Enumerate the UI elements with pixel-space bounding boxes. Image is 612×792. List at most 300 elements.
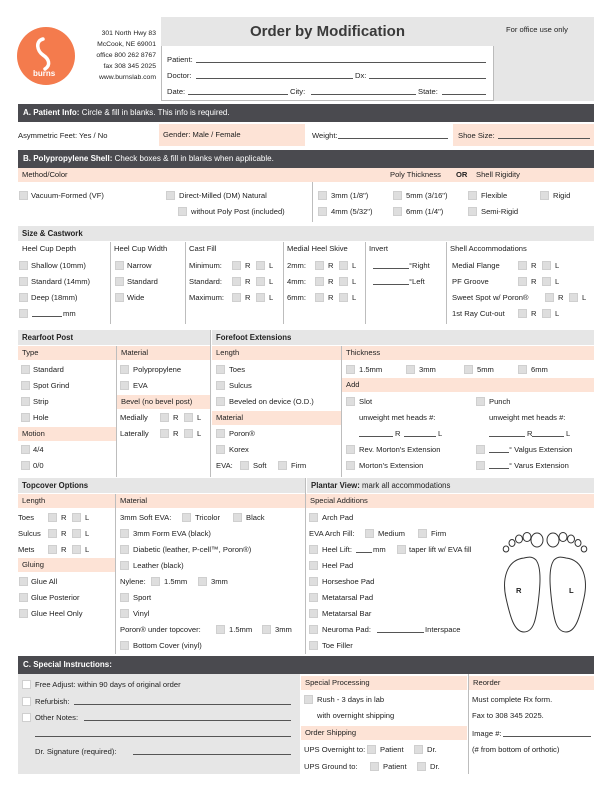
motion-00-checkbox[interactable] xyxy=(21,461,30,470)
cast-std-l-label: L xyxy=(269,277,274,286)
pf-groove-r-label: R xyxy=(531,277,537,286)
bevel-laterally-l-checkbox[interactable] xyxy=(184,429,193,438)
rigid-checkbox[interactable] xyxy=(540,191,549,200)
skive-4-r-checkbox[interactable] xyxy=(315,277,324,286)
tc-length-bar: Length xyxy=(18,494,115,508)
deep-checkbox[interactable] xyxy=(19,293,28,302)
punch-r: R xyxy=(527,429,533,438)
laterally: Laterally xyxy=(120,429,149,438)
nylene: Nylene: xyxy=(120,577,146,586)
hole: Hole xyxy=(33,413,49,422)
bevel-medially-l-label: L xyxy=(197,413,202,422)
punch: Punch xyxy=(489,397,511,406)
skive-2-l-label: L xyxy=(352,261,357,270)
company-address: 301 North Hwy 83 xyxy=(101,30,156,37)
slot-checkbox[interactable] xyxy=(346,397,355,406)
nylene-3-checkbox[interactable] xyxy=(198,577,207,586)
patient-field[interactable] xyxy=(196,62,486,63)
weight-label: Weight: xyxy=(312,131,338,140)
deep-label: Deep (18mm) xyxy=(31,293,78,302)
poron-3: 3mm xyxy=(275,625,292,634)
bevel-medially-l-checkbox[interactable] xyxy=(184,413,193,422)
poron-under: Poron® under topcover: xyxy=(120,625,201,634)
punch-l: L xyxy=(566,429,571,438)
fthick-5: 5mm xyxy=(477,365,494,374)
invert: Invert xyxy=(369,244,388,253)
motion-00: 0/0 xyxy=(33,461,44,470)
korex: Korex xyxy=(229,445,249,454)
valgus-checkbox[interactable] xyxy=(476,445,485,454)
strip: Strip xyxy=(33,397,49,406)
medial-flange: Medial Flange xyxy=(452,261,500,270)
motion-bar: Motion xyxy=(18,427,116,441)
skive-4-r-label: R xyxy=(328,277,334,286)
arch-pad-checkbox[interactable] xyxy=(309,513,318,522)
horseshoe-checkbox[interactable] xyxy=(309,577,318,586)
skive-4-l-label: L xyxy=(352,277,357,286)
fthick-15-checkbox[interactable] xyxy=(346,365,355,374)
diabetic: Diabetic (leather, P-cell™, Poron®) xyxy=(133,545,252,554)
slot-r: R xyxy=(395,429,401,438)
leather: Leather (black) xyxy=(133,561,184,570)
toe-filler-checkbox[interactable] xyxy=(309,641,318,650)
city-label: City: xyxy=(290,87,306,96)
shoe-size-field[interactable] xyxy=(498,138,590,139)
rear-standard-checkbox[interactable] xyxy=(21,365,30,374)
dm-checkbox[interactable] xyxy=(166,191,175,200)
office-use-label: For office use only xyxy=(506,25,568,34)
custom-mm-checkbox[interactable] xyxy=(19,309,28,318)
medially: Medially xyxy=(120,413,148,422)
fthick-6: 6mm xyxy=(531,365,548,374)
fore-length-bar: Length xyxy=(212,346,341,360)
cast-std-r-label: R xyxy=(245,277,251,286)
skive-2-r-checkbox[interactable] xyxy=(315,261,324,270)
ground-dr: Dr. xyxy=(430,762,440,771)
strip-checkbox[interactable] xyxy=(21,397,30,406)
bevel-medially-r-checkbox[interactable] xyxy=(160,413,169,422)
method-color-bar: Method/Color xyxy=(18,168,594,182)
poly-thickness-label: Poly Thickness xyxy=(390,170,441,179)
thick-5mm: 5mm (3/16") xyxy=(406,191,448,200)
skive-6-r-label: R xyxy=(328,293,334,302)
fore-eva: EVA: xyxy=(216,461,233,470)
poron-3-checkbox[interactable] xyxy=(262,625,271,634)
rev-morton-checkbox[interactable] xyxy=(346,445,355,454)
over-dr-checkbox[interactable] xyxy=(414,745,423,754)
shallow-checkbox[interactable] xyxy=(19,261,28,270)
overnight-shipping: with overnight shipping xyxy=(317,711,395,720)
first-ray-r-checkbox[interactable] xyxy=(518,309,527,318)
plantar-l-label: L xyxy=(569,586,574,595)
thick-4mm-checkbox[interactable] xyxy=(318,207,327,216)
must-complete: Must complete Rx form. xyxy=(472,695,553,704)
varus-checkbox[interactable] xyxy=(476,461,485,470)
doctor-label: Doctor: xyxy=(167,71,192,80)
arch-fill: EVA Arch Fill: xyxy=(309,529,355,538)
sweet-spot-r-checkbox[interactable] xyxy=(545,293,554,302)
rear-eva-checkbox[interactable] xyxy=(120,381,129,390)
refurbish-checkbox[interactable] xyxy=(22,697,31,706)
company-city: McCook, NE 69001 xyxy=(97,41,156,48)
m6-label: 6mm: xyxy=(287,293,306,302)
narrow-checkbox[interactable] xyxy=(115,261,124,270)
ground-dr-checkbox[interactable] xyxy=(417,762,426,771)
plantar-header: Plantar View: mark all accommodations xyxy=(307,478,594,493)
image-number: Image #: xyxy=(472,729,502,738)
heel-pad-checkbox[interactable] xyxy=(309,561,318,570)
valgus-field[interactable] xyxy=(489,452,509,453)
first-ray-l-checkbox[interactable] xyxy=(542,309,551,318)
standard14-checkbox[interactable] xyxy=(19,277,28,286)
leather-checkbox[interactable] xyxy=(120,561,129,570)
fore-toes-checkbox[interactable] xyxy=(216,365,225,374)
poron-15: 1.5mm xyxy=(229,625,253,634)
bevel-medially-r-label: R xyxy=(173,413,179,422)
fthick-3: 3mm xyxy=(419,365,436,374)
thick-3mm: 3mm (1/8") xyxy=(331,191,369,200)
thick-3mm-checkbox[interactable] xyxy=(318,191,327,200)
tc-sulcus-l-checkbox[interactable] xyxy=(72,529,81,538)
bevel-laterally-r-checkbox[interactable] xyxy=(160,429,169,438)
black-checkbox[interactable] xyxy=(233,513,242,522)
fore-sulcus: Sulcus xyxy=(229,381,252,390)
arch-firm-checkbox[interactable] xyxy=(418,529,427,538)
sweet-spot-r-label: R xyxy=(558,293,564,302)
poron-checkbox[interactable] xyxy=(216,429,225,438)
rush-checkbox[interactable] xyxy=(304,695,313,704)
over-patient-checkbox[interactable] xyxy=(367,745,376,754)
image-number-field[interactable] xyxy=(503,736,591,737)
heel-pad: Heel Pad xyxy=(322,561,354,570)
semi-rigid-checkbox[interactable] xyxy=(468,207,477,216)
standard14-label: Standard (14mm) xyxy=(31,277,91,286)
cast-std-l-checkbox[interactable] xyxy=(256,277,265,286)
page-title: Order by Modification xyxy=(249,23,405,40)
form-eva: 3mm Form EVA (black) xyxy=(133,529,211,538)
weight-field[interactable] xyxy=(338,138,448,139)
invert-left-field[interactable] xyxy=(373,284,409,285)
punch-unweight: unweight met heads #: xyxy=(489,413,566,422)
order-shipping-bar: Order Shipping xyxy=(301,726,467,740)
date-field[interactable] xyxy=(188,94,288,95)
slot-l-field[interactable] xyxy=(404,436,436,437)
nylene-3: 3mm xyxy=(211,577,228,586)
cast-min-l-checkbox[interactable] xyxy=(256,261,265,270)
heel-lift: Heel Lift: xyxy=(322,545,352,554)
morton-checkbox[interactable] xyxy=(346,461,355,470)
ground-patient: Patient xyxy=(383,762,407,771)
korex-checkbox[interactable] xyxy=(216,445,225,454)
rigid-label: Rigid xyxy=(553,191,571,200)
glue-posterior-checkbox[interactable] xyxy=(19,593,28,602)
gender-cell[interactable]: Gender: Male / Female xyxy=(159,124,305,146)
state-field[interactable] xyxy=(442,94,486,95)
met-bar-checkbox[interactable] xyxy=(309,609,318,618)
horseshoe: Horseshoe Pad xyxy=(322,577,375,586)
tc-sulcus-r-label: R xyxy=(61,529,67,538)
fthick-3-checkbox[interactable] xyxy=(406,365,415,374)
rear-eva: EVA xyxy=(133,381,148,390)
left-foot-outline xyxy=(550,557,585,632)
std-width-checkbox[interactable] xyxy=(115,277,124,286)
nylene-15: 1.5mm xyxy=(164,577,188,586)
rearfoot-header: Rearfoot Post xyxy=(18,330,210,345)
logo-text: burns xyxy=(33,69,56,78)
thick-6mm: 6mm (1/4") xyxy=(406,207,444,216)
over-patient: Patient xyxy=(380,745,404,754)
forefoot-header: Forefoot Extensions xyxy=(212,330,594,345)
special-additions-bar: Special Additions xyxy=(306,494,594,508)
tc-toes-l-label: L xyxy=(85,513,90,522)
sport-checkbox[interactable] xyxy=(120,593,129,602)
sweet-spot: Sweet Spot w/ Poron® xyxy=(452,293,529,302)
special-processing-bar: Special Processing xyxy=(301,676,467,690)
patient-label: Patient: xyxy=(167,55,193,64)
thick-6mm-checkbox[interactable] xyxy=(393,207,402,216)
cast-max-r-label: R xyxy=(245,293,251,302)
add-bar: Add xyxy=(342,378,594,392)
medial-flange-l-checkbox[interactable] xyxy=(542,261,551,270)
date-label: Date: xyxy=(167,87,186,96)
ups-ground: UPS Ground to: xyxy=(304,762,358,771)
cast-std-r-checkbox[interactable] xyxy=(232,277,241,286)
vinyl: Vinyl xyxy=(133,609,150,618)
free-adjust-checkbox[interactable] xyxy=(22,680,31,689)
ground-patient-checkbox[interactable] xyxy=(370,762,379,771)
vf-label: Vacuum-Formed (VF) xyxy=(31,191,104,200)
motion-44-checkbox[interactable] xyxy=(21,445,30,454)
tricolor: Tricolor xyxy=(195,513,221,522)
cast-max-r-checkbox[interactable] xyxy=(232,293,241,302)
wide-checkbox[interactable] xyxy=(115,293,124,302)
medial-flange-r-checkbox[interactable] xyxy=(518,261,527,270)
other-notes: Other Notes: xyxy=(35,713,79,722)
rush: Rush - 3 days in lab xyxy=(317,695,385,704)
section-b-header: B. Polypropylene Shell: Check boxes & fill in blanks when applicable. xyxy=(18,150,594,168)
plantar-r-label: R xyxy=(516,586,522,595)
dx-field[interactable] xyxy=(369,78,486,79)
signature-field[interactable] xyxy=(133,754,291,755)
spot-grind-checkbox[interactable] xyxy=(21,381,30,390)
left-label: °Left xyxy=(409,277,425,286)
first-ray-r-label: R xyxy=(531,309,537,318)
thick-4mm: 4mm (5/32") xyxy=(331,207,373,216)
cast-max-label: Maximum: xyxy=(189,293,225,302)
m4-label: 4mm: xyxy=(287,277,306,286)
tc-sulcus-r-checkbox[interactable] xyxy=(48,529,57,538)
bottom-cover-checkbox[interactable] xyxy=(120,641,129,650)
slot-unweight: unweight met heads #: xyxy=(359,413,436,422)
cast-min-label: Minimum: xyxy=(189,261,222,270)
tc-toes-r-checkbox[interactable] xyxy=(48,513,57,522)
fore-thickness-bar: Thickness xyxy=(342,346,594,360)
refurbish-field[interactable] xyxy=(74,704,291,705)
shoe-size-label: Shoe Size: xyxy=(458,131,495,140)
flexible-label: Flexible xyxy=(481,191,508,200)
arch-firm: Firm xyxy=(431,529,447,538)
shallow-label: Shallow (10mm) xyxy=(31,261,86,270)
fore-toes: Toes xyxy=(229,365,246,374)
soft: Soft xyxy=(253,461,267,470)
other-notes-field-2[interactable] xyxy=(35,736,291,737)
bevel-bar: Bevel (no bevel post) xyxy=(117,395,210,409)
doctor-field[interactable] xyxy=(196,78,353,79)
beveled: Beveled on device (O.D.) xyxy=(229,397,314,406)
pf-groove: PF Groove xyxy=(452,277,489,286)
reorder-bar: Reorder xyxy=(469,676,594,690)
medial-heel-skive: Medial Heel Skive xyxy=(287,244,348,253)
plantar-feet-diagram[interactable] xyxy=(496,528,594,636)
thick-5mm-checkbox[interactable] xyxy=(393,191,402,200)
topcover-header: Topcover Options xyxy=(18,478,305,493)
first-ray: 1st Ray Cut-out xyxy=(452,309,505,318)
signature: Dr. Signature (required): xyxy=(35,747,117,756)
taper: taper lift w/ EVA fill xyxy=(409,545,472,554)
vf-checkbox[interactable] xyxy=(19,191,28,200)
sweet-spot-l-checkbox[interactable] xyxy=(569,293,578,302)
state-label: State: xyxy=(418,87,438,96)
pf-groove-l-label: L xyxy=(555,277,560,286)
dm-nopost-checkbox[interactable] xyxy=(178,207,187,216)
other-notes-checkbox[interactable] xyxy=(22,713,31,722)
slot-r-field[interactable] xyxy=(359,436,393,437)
custom-mm-field[interactable] xyxy=(32,316,62,317)
pf-groove-r-checkbox[interactable] xyxy=(518,277,527,286)
diabetic-checkbox[interactable] xyxy=(120,545,129,554)
neuroma: Neuroma Pad: xyxy=(322,625,371,634)
heel-lift-checkbox[interactable] xyxy=(309,545,318,554)
cast-max-l-checkbox[interactable] xyxy=(256,293,265,302)
skive-2-l-checkbox[interactable] xyxy=(339,261,348,270)
fthick-15: 1.5mm xyxy=(359,365,383,374)
asymmetric-feet[interactable]: Asymmetric Feet: Yes / No xyxy=(18,131,108,140)
heel-cup-width: Heel Cup Width xyxy=(114,244,168,253)
nylene-15-checkbox[interactable] xyxy=(151,577,160,586)
skive-6-r-checkbox[interactable] xyxy=(315,293,324,302)
met-pad-checkbox[interactable] xyxy=(309,593,318,602)
sweet-spot-l-label: L xyxy=(582,293,587,302)
bevel-laterally-r-label: R xyxy=(173,429,179,438)
firm: Firm xyxy=(291,461,307,470)
glue-all-checkbox[interactable] xyxy=(19,577,28,586)
right-foot-outline xyxy=(505,557,540,632)
flexible-checkbox[interactable] xyxy=(468,191,477,200)
fthick-5-checkbox[interactable] xyxy=(464,365,473,374)
tc-mets-r-label: R xyxy=(61,545,67,554)
tc-toes-l-checkbox[interactable] xyxy=(72,513,81,522)
poron: Poron® xyxy=(229,429,255,438)
heel-lift-field[interactable] xyxy=(356,552,372,553)
fore-material-bar: Material xyxy=(212,411,341,425)
form-eva-checkbox[interactable] xyxy=(120,529,129,538)
morton: Morton's Extension xyxy=(359,461,424,470)
medial-flange-l-label: L xyxy=(555,261,560,270)
tc-sulcus-l-label: L xyxy=(85,529,90,538)
tc-mets-l-checkbox[interactable] xyxy=(72,545,81,554)
interspace: Interspace xyxy=(425,625,461,634)
varus-field[interactable] xyxy=(489,468,509,469)
company-office: office 800 262 8767 xyxy=(96,52,156,59)
shell-accommodations: Shell Accommodations xyxy=(450,244,527,253)
varus: ° Varus Extension xyxy=(509,461,569,470)
rear-standard: Standard xyxy=(33,365,64,374)
spot-grind: Spot Grind xyxy=(33,381,70,390)
taper-checkbox[interactable] xyxy=(397,545,406,554)
from-bottom: (# from bottom of orthotic) xyxy=(472,745,560,754)
dx-label: Dx: xyxy=(355,71,367,80)
rear-poly-checkbox[interactable] xyxy=(120,365,129,374)
medium-checkbox[interactable] xyxy=(365,529,374,538)
std-width-label: Standard xyxy=(127,277,158,286)
tc-mets: Mets xyxy=(18,545,35,554)
vinyl-checkbox[interactable] xyxy=(120,609,129,618)
bevel-laterally-l-label: L xyxy=(197,429,202,438)
cast-min-r-checkbox[interactable] xyxy=(232,261,241,270)
valgus: ° Valgus Extension xyxy=(509,445,573,454)
punch-l-field[interactable] xyxy=(532,436,564,437)
cast-min-l-label: L xyxy=(269,261,274,270)
sport: Sport xyxy=(133,593,152,602)
pf-groove-l-checkbox[interactable] xyxy=(542,277,551,286)
dm-nopost-label: without Poly Post (included) xyxy=(191,207,285,216)
heel-lift-mm: mm xyxy=(373,545,386,554)
tc-mets-r-checkbox[interactable] xyxy=(48,545,57,554)
firm-checkbox[interactable] xyxy=(278,461,287,470)
rev-morton: Rev. Morton's Extension xyxy=(359,445,441,454)
over-dr: Dr. xyxy=(427,745,437,754)
right-label: °Right xyxy=(409,261,430,270)
skive-6-l-checkbox[interactable] xyxy=(339,293,348,302)
city-field[interactable] xyxy=(311,94,416,95)
cast-min-r-label: R xyxy=(245,261,251,270)
tricolor-checkbox[interactable] xyxy=(182,513,191,522)
heel-cup-depth: Heel Cup Depth xyxy=(22,244,77,253)
fore-sulcus-checkbox[interactable] xyxy=(216,381,225,390)
met-bar: Metatarsal Bar xyxy=(322,609,372,618)
narrow-label: Narrow xyxy=(127,261,152,270)
punch-r-field[interactable] xyxy=(489,436,525,437)
skive-4-l-checkbox[interactable] xyxy=(339,277,348,286)
neuroma-checkbox[interactable] xyxy=(309,625,318,634)
tc-material-bar: Material xyxy=(116,494,305,508)
soft-eva: 3mm Soft EVA: xyxy=(120,513,172,522)
glue-heel-checkbox[interactable] xyxy=(19,609,28,618)
section-c-header: C. Special Instructions: xyxy=(18,656,594,674)
hole-checkbox[interactable] xyxy=(21,413,30,422)
invert-right-field[interactable] xyxy=(373,268,409,269)
black: Black xyxy=(246,513,265,522)
wide-label: Wide xyxy=(127,293,145,302)
or-label: OR xyxy=(456,170,468,179)
soft-checkbox[interactable] xyxy=(240,461,249,470)
punch-checkbox[interactable] xyxy=(476,397,485,406)
beveled-checkbox[interactable] xyxy=(216,397,225,406)
slot: Slot xyxy=(359,397,373,406)
ups-overnight: UPS Overnight to: xyxy=(304,745,366,754)
fthick-6-checkbox[interactable] xyxy=(518,365,527,374)
company-fax: fax 308 345 2025 xyxy=(103,63,156,70)
size-castwork-header: Size & Castwork xyxy=(18,226,594,241)
company-web: www.burnslab.com xyxy=(98,74,156,81)
glue-all: Glue All xyxy=(31,577,58,586)
other-notes-field[interactable] xyxy=(84,720,291,721)
motion-44: 4/4 xyxy=(33,445,44,454)
tc-toes: Toes xyxy=(18,513,35,522)
tc-mets-l-label: L xyxy=(85,545,90,554)
neuroma-field[interactable] xyxy=(377,632,424,633)
poron-15-checkbox[interactable] xyxy=(216,625,225,634)
